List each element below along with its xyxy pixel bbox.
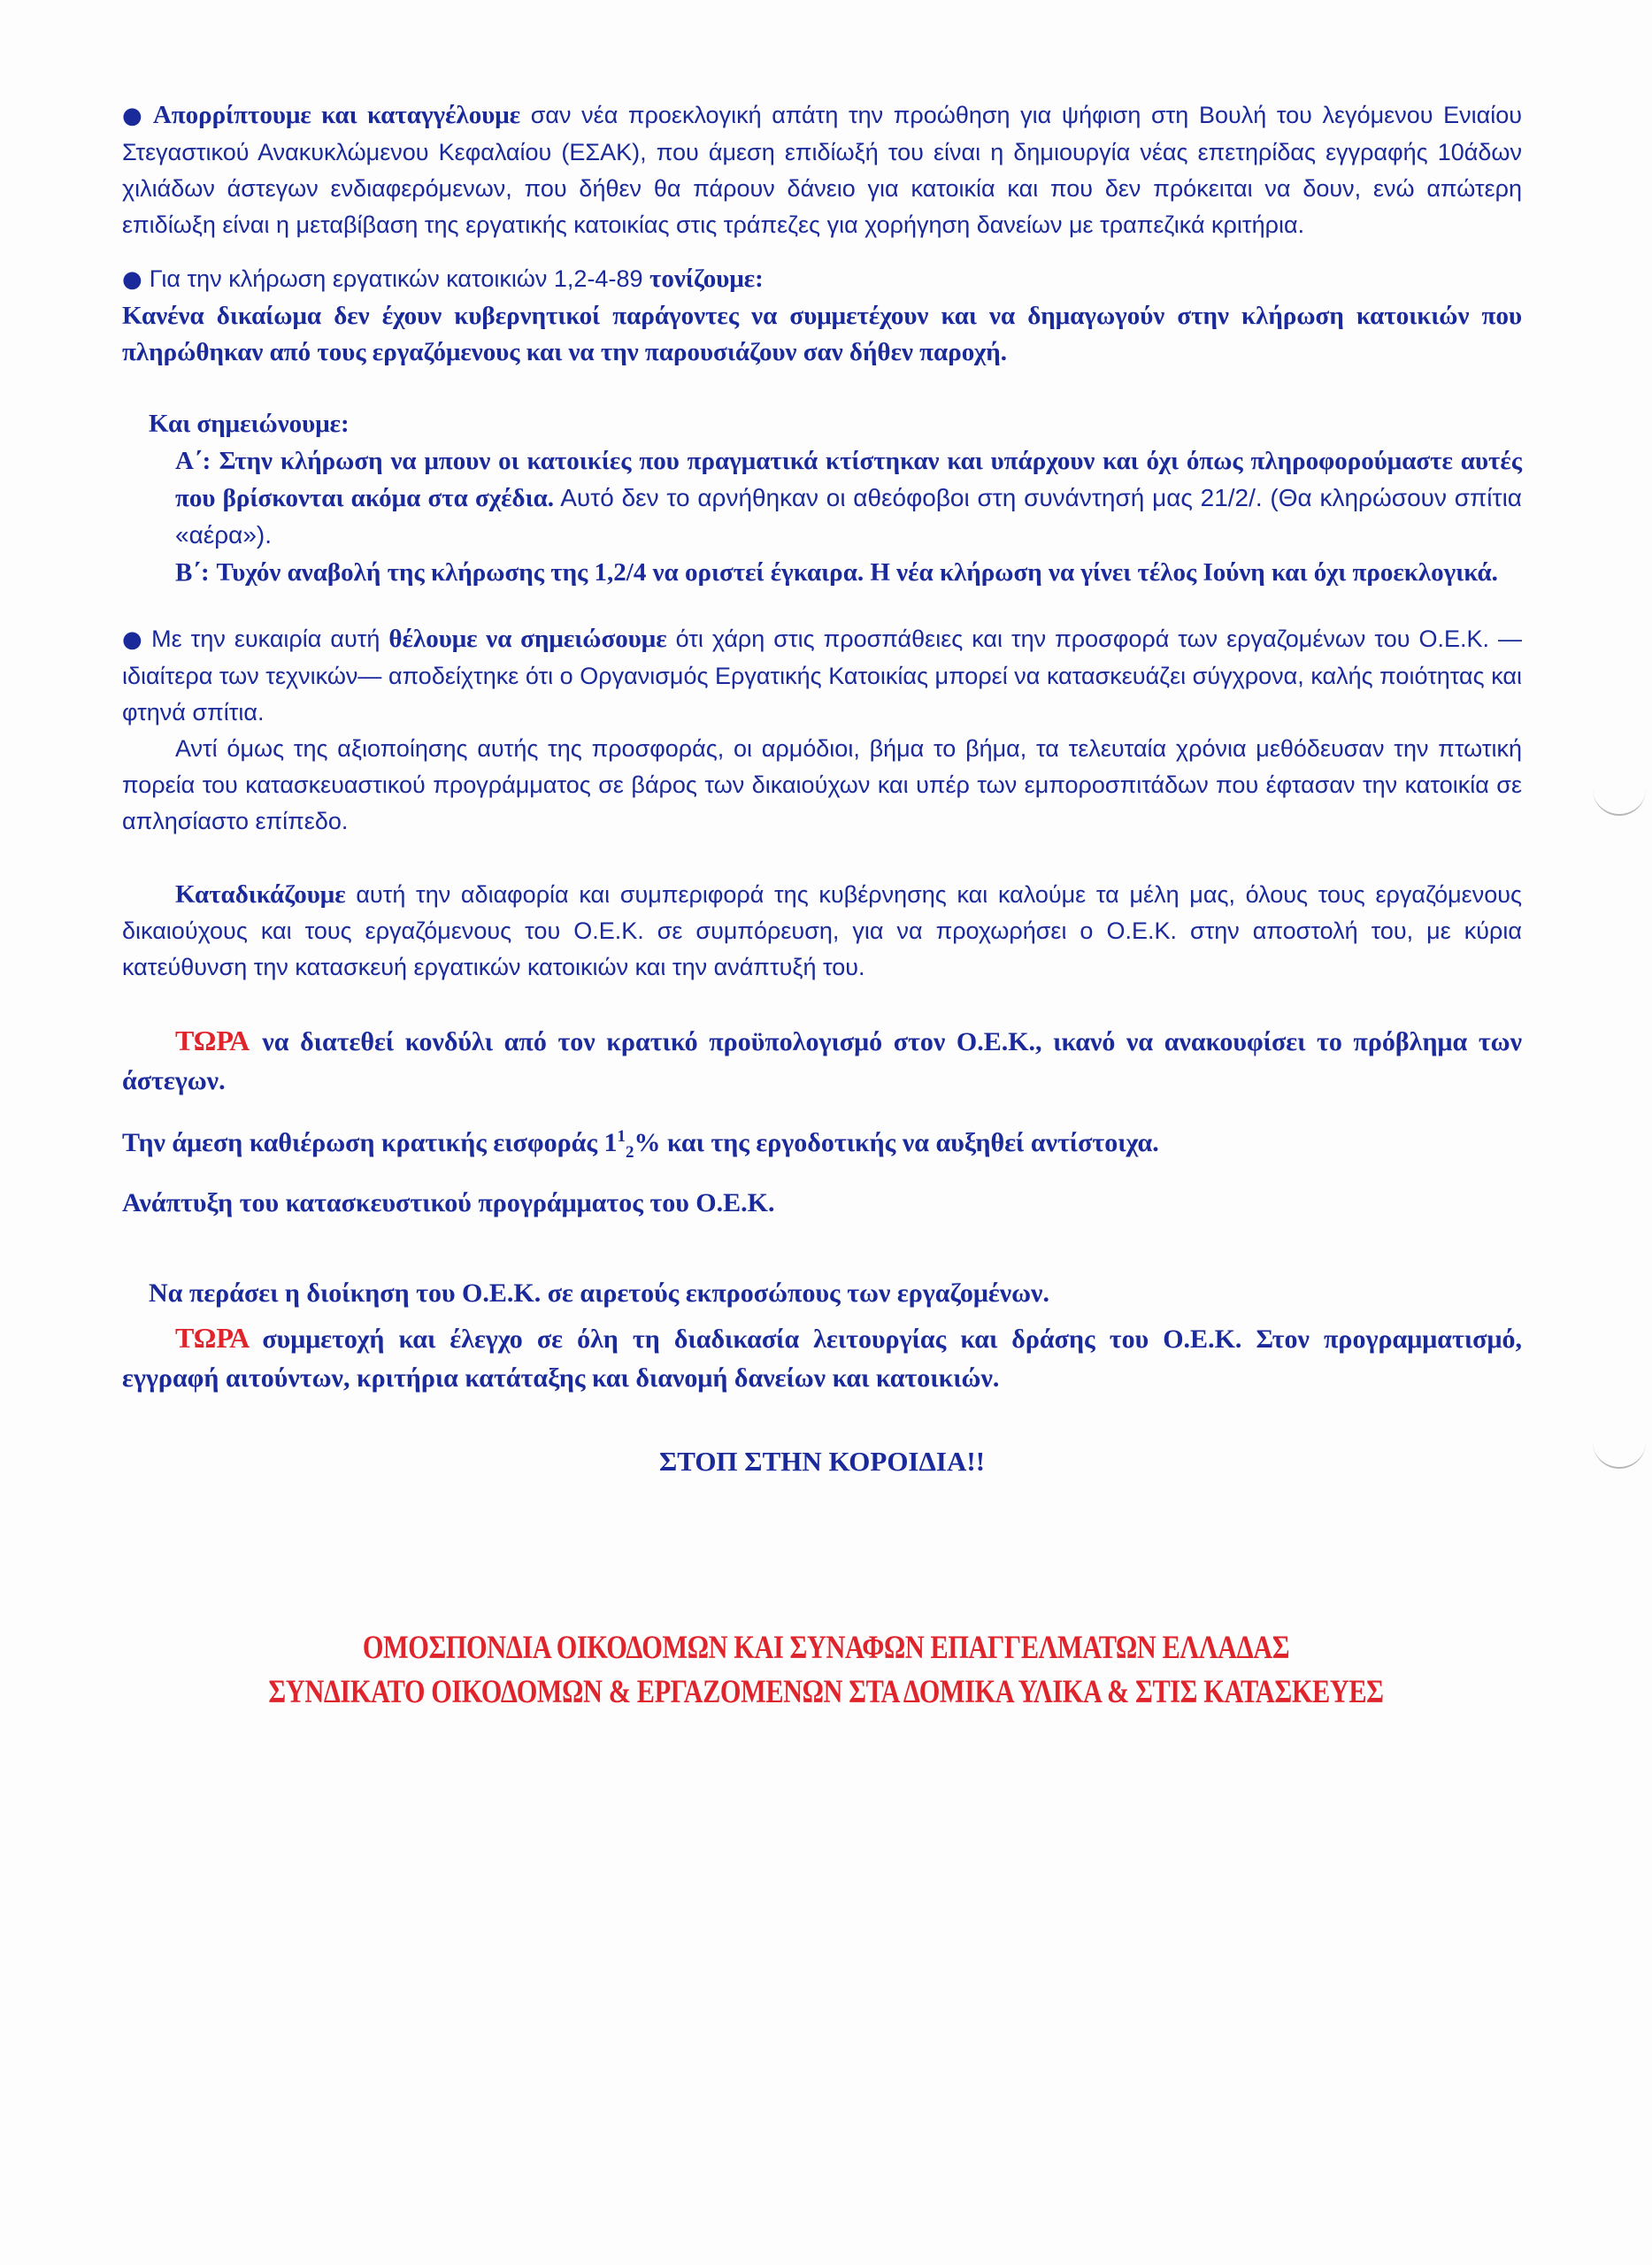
note-point-a: [175, 442, 1522, 554]
demand-contribution-pre: Την: [122, 1128, 165, 1157]
demand-contribution-em: άμεση: [172, 1128, 243, 1157]
note-point-a-text: Αυτό δεν το αρνήθηκαν οι αθεόφοβοι στη συνάντησή μας 21/2/. (Θα κληρώσουν σπίτια «αέρα»).: [175, 484, 1522, 549]
note-point-b-bold: Τυχόν αναβολή της κλήρωσης της 1,2/4 να οριστεί έγκαιρα. Η νέα κλήρωση να γίνει τέλος Ιούνη και όχι προεκλογικά.: [216, 558, 1498, 587]
demand-participation-now: ΤΩΡΑ: [175, 1322, 250, 1354]
footer-signature: [0, 1626, 1652, 1715]
demand-contribution: [122, 1124, 1522, 1163]
paragraph-note-oek-text: ότι χάρη στις προσπάθειες και την προσφορά των εργαζομένων του Ο.Ε.Κ. —ιδιαίτερα των τεχνικών— αποδείχτηκε ότι ο Οργανισμός Εργατικής Κατοικίας μπορεί να κατασκευάζει σύγχρονα, καλής ποιότητας και φτηνά σπίτια.: [122, 626, 1522, 726]
demand-budget-text: να διατεθεί κονδύλι από τον κρατικό προϋπολογισμό στον Ο.Ε.Κ., ικανό να ανακουφίσει το πρόβλημα των άστεγων.: [122, 1027, 1522, 1095]
demand-budget: [122, 1021, 1522, 1101]
paragraph-reject: [122, 97, 1522, 243]
demand-contribution-post: % και της εργοδοτικής να αυξηθεί αντίστοιχα.: [634, 1128, 1159, 1157]
notes-points: [175, 442, 1522, 591]
demand-participation: [122, 1318, 1522, 1398]
bullet-icon: ●: [122, 103, 146, 129]
demand-budget-now: ΤΩΡΑ: [175, 1025, 250, 1056]
paragraph-note-oek-intro: Με την ευκαιρία αυτή: [151, 626, 380, 652]
paragraph-lottery-intro: Για την κλήρωση εργατικών κατοικιών 1,2-4-89: [149, 265, 643, 292]
note-point-b: [175, 554, 1522, 591]
footer-union: ΣΥΝΔΙΚΑΤΟ ΟΙΚΟΔΟΜΩΝ & ΕΡΓΑΖΟΜΕΝΩΝ ΣΤΑ ΔΟΜΙΚΑ ΥΛΙΚΑ & ΣΤΙΣ ΚΑΤΑΣΚΕΥΕΣ: [268, 1674, 1384, 1710]
bullet-icon: ●: [122, 266, 142, 293]
document-body: [122, 97, 1522, 1481]
demand-contribution-sup: 1: [617, 1127, 626, 1146]
note-point-a-bold: Στην κλήρωση να μπουν οι κατοικίες που πραγματικά κτίστηκαν και υπάρχουν και όχι όπως πληροφορούμαστε αυτές που βρίσκονται ακόμα στα σχέδια.: [175, 447, 1523, 512]
paragraph-condemn-text: αυτή την αδιαφορία και συμπεριφορά της κυβέρνησης και καλούμε τα μέλη μας, όλους τους εργαζόμενους δικαιούχους και τους εργαζόμενους του Ο.Ε.Κ. σε συμπόρευση, για να προχωρήσει ο Ο.Ε.Κ. στην αποστολή του, με κύρια κατεύθυνση την κατασκευή εργατικών κατοικιών και την ανάπτυξή του.: [122, 881, 1522, 980]
paragraph-lottery-lead: τονίζουμε:: [649, 265, 764, 293]
punch-hole-mark: [1593, 1432, 1646, 1469]
paragraph-lottery: [122, 261, 1522, 298]
punch-hole-mark: [1593, 779, 1646, 816]
notes-heading: Και σημειώνουμε:: [149, 410, 350, 438]
demand-development: Ανάπτυξη του κατασκευστικού προγράμματος του Ο.Ε.Κ.: [122, 1188, 775, 1217]
demand-participation-text: συμμετοχή και έλεγχο σε όλη τη διαδικασία λειτουργίας και δράσης του Ο.Ε.Κ. Στον προγραμματισμό, εγγραφή αιτούντων, κριτήρια κατάταξης και διανομή δανείων και κατοικιών.: [122, 1324, 1522, 1393]
paragraph-condemn-lead: Καταδικάζουμε: [175, 880, 346, 909]
note-point-a-label: Α΄:: [175, 447, 211, 475]
lottery-statement-text: Κανένα δικαίωμα δεν έχουν κυβερνητικοί παράγοντες να συμμετέχουν και να δημαγωγούν στην κλήρωση κατοικιών που πληρώθηκαν από τους εργαζόμενους και να την παρουσιάζουν σαν δήθεν παροχή.: [122, 302, 1522, 366]
paragraph-note-oek-continuation: Αντί όμως της αξιοποίησης αυτής της προσφοράς, οι αρμόδιοι, βήμα το βήμα, τα τελευταία χρόνια μεθόδευσαν την πτωτική πορεία του κατασκευαστικού προγράμματος σε βάρος των δικαιούχων και υπέρ των εμποροσπιτάδων που έφτασαν την κατοικία σε απλησίαστο επίπεδο.: [122, 735, 1522, 834]
demand-contribution-sub: 2: [626, 1143, 634, 1162]
demand-contribution-mid: καθιέρωση κρατικής εισφοράς 1: [249, 1128, 618, 1157]
demand-administration: Να περάσει η διοίκηση του Ο.Ε.Κ. σε αιρετούς εκπροσώπους των εργαζομένων.: [149, 1278, 1049, 1308]
paragraph-lottery-statement: [122, 298, 1522, 371]
note-point-b-label: Β΄:: [175, 558, 210, 587]
paragraph-note-oek-lead: θέλουμε να σημειώσουμε: [388, 625, 667, 653]
paragraph-condemn: [122, 877, 1522, 986]
slogan: ΣΤΟΠ ΣΤΗΝ ΚΟΡΟΙΔΙΑ!!: [658, 1446, 986, 1477]
footer-federation: ΟΜΟΣΠΟΝΔΙΑ ΟΙΚΟΔΟΜΩΝ ΚΑΙ ΣΥΝΑΦΩΝ ΕΠΑΓΓΕΛΜΑΤΩΝ ΕΛΛΑΔΑΣ: [362, 1630, 1290, 1666]
paragraph-reject-lead: Απορρίπτουμε και καταγγέλουμε: [152, 101, 521, 129]
paragraph-reject-text: σαν νέα προεκλογική απάτη την προώθηση για ψήφιση στη Βουλή του λεγόμενου Ενιαίου Στεγαστικού Ανακυκλώμενου Κεφαλαίου (ΕΣΑΚ), που άμεση επιδίωξή του είναι η δημιουργία νέας επετηρίδας εγγραφής 10άδων χιλιάδων άστεγων ενδιαφερόμενων, που δήθεν θα πάρουν δάνειο για κατοικία και που δεν πρόκειται να δουν, ενώ απώτερη επιδίωξη είναι η μεταβίβαση της εργατικής κατοικίας στις τράπεζες για χορήγηση δανείων με τραπεζικά κριτήρια.: [122, 102, 1522, 238]
bullet-icon: ●: [122, 626, 145, 653]
paragraph-note-oek: [122, 621, 1522, 731]
